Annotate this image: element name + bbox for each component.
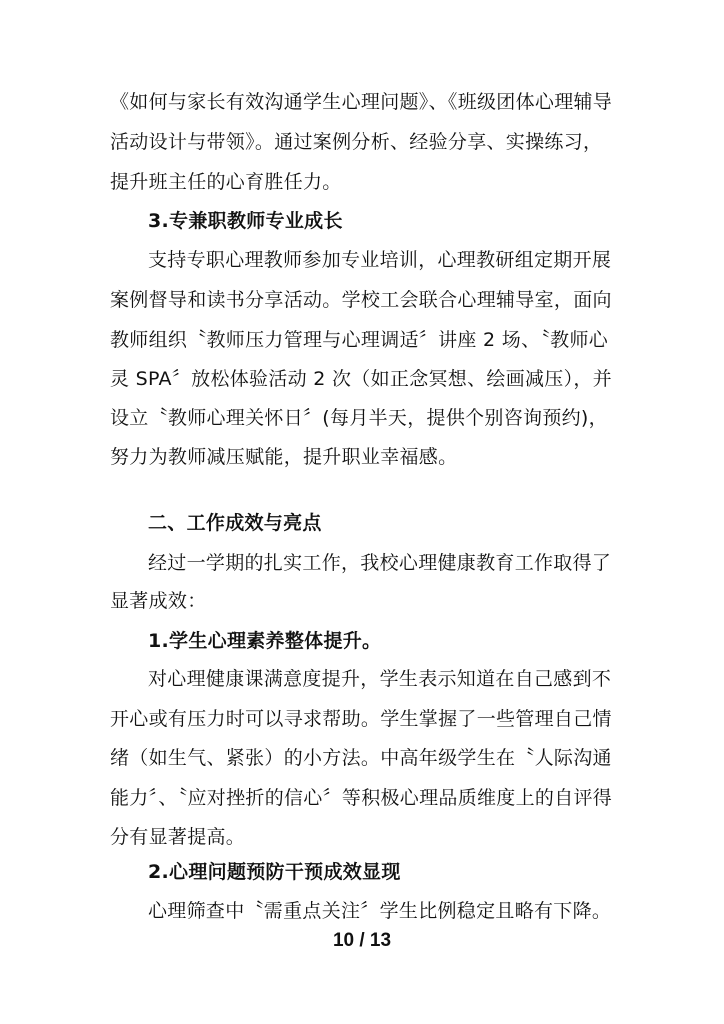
paragraph-line: 分有显著提高。 (110, 826, 246, 848)
paragraph-line: 对心理健康课满意度提升，学生表示知道在自己感到不 (148, 668, 612, 690)
paragraph-line: 绪（如生气、紧张）的小方法。中高年级学生在〝人际沟通 (110, 747, 612, 769)
paragraph-line: 努力为教师减压赋能，提升职业幸福感。 (110, 446, 458, 468)
paragraph-line: 《如何与家长有效沟通学生心理问题》、《班级团体心理辅导 (110, 91, 613, 113)
section-heading: 二、工作成效与亮点 (148, 512, 322, 534)
paragraph-line: 开心或有压力时可以寻求帮助。学生掌握了一些管理自己情 (110, 708, 612, 730)
paragraph-line: 能力〞、〝应对挫折的信心〞等积极心理品质维度上的自评得 (110, 787, 613, 809)
paragraph-line: 灵 SPA〞放松体验活动 2 次（如正念冥想、绘画减压），并 (110, 368, 613, 390)
paragraph-line: 教师组织〝教师压力管理与心理调适〞讲座 2 场、〝教师心 (110, 329, 609, 351)
paragraph-line: 设立〝教师心理关怀日〞(每月半天，提供个别咨询预约)， (110, 407, 608, 429)
paragraph-line: 活动设计与带领》。通过案例分析、经验分享、实操练习， (110, 131, 603, 153)
paragraph-line: 心理筛查中〝需重点关注〞学生比例稳定且略有下降。 (148, 900, 612, 922)
section-heading: 2.心理问题预防干预成效显现 (148, 861, 401, 883)
paragraph-line: 经过一学期的扎实工作，我校心理健康教育工作取得了 (148, 552, 612, 574)
paragraph-line: 提升班主任的心育胜任力。 (110, 171, 342, 193)
page-number: 10 / 13 (332, 930, 392, 951)
section-heading: 3.专兼职教师专业成长 (148, 210, 343, 232)
section-heading: 1.学生心理素养整体提升。 (148, 630, 382, 652)
paragraph-line: 案例督导和读书分享活动。学校工会联合心理辅导室，面向 (110, 289, 612, 311)
paragraph-line: 支持专职心理教师参加专业培训，心理教研组定期开展 (148, 249, 612, 271)
paragraph-line: 显著成效： (110, 590, 207, 612)
